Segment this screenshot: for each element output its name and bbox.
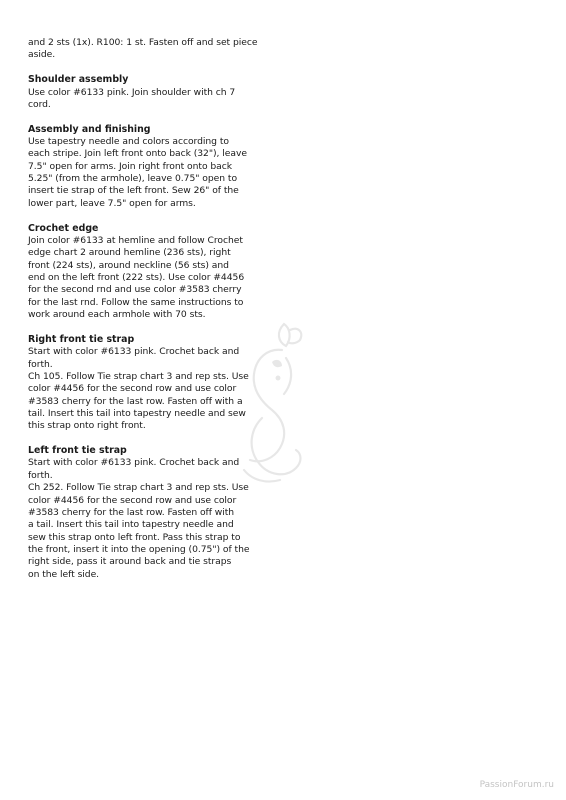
section-crochet-edge [28, 223, 268, 322]
paragraph-line: insert tie strap of the left front. Sew 26" of the [28, 185, 239, 197]
intro-paragraph [28, 37, 268, 62]
section-heading: Right front tie strap [28, 333, 135, 345]
paragraph-line: 7.5" open for arms. Join right front onto back [28, 160, 233, 172]
paragraph-line: Ch 252. Follow Tie strap chart 3 and rep sts. Use [28, 482, 249, 494]
paragraph-line: Use tapestry needle and colors according to [28, 136, 229, 148]
paragraph-line: tail. Insert this tail into tapestry needle and sew [28, 407, 246, 419]
section-heading: Crochet edge [28, 222, 99, 234]
paragraph-line: for the last rnd. Follow the same instructions to [28, 296, 244, 308]
paragraph-line: end on the left front (222 sts). Use color #4456 [28, 272, 245, 283]
paragraph-line: cord. [28, 98, 51, 110]
watermark-site-label: PassionForum.ru [479, 780, 554, 790]
paragraph-line: forth. [28, 358, 53, 370]
intro-line: aside. [28, 49, 56, 61]
paragraph-line: Ch 105. Follow Tie strap chart 3 and rep sts. Use [28, 370, 249, 382]
document-body [28, 37, 268, 581]
paragraph-line: 5.25" (from the armhole), leave 0.75" open to [28, 173, 238, 185]
paragraph-line: each stripe. Join left front onto back (32"), leave [28, 148, 247, 160]
paragraph-line: work around each armhole with 70 sts. [28, 309, 206, 321]
paragraph-line: edge chart 2 around hemline (236 sts), right [28, 247, 231, 259]
paragraph-line: Join color #6133 at hemline and follow Crochet [28, 234, 243, 246]
paragraph-line: sew this strap onto left front. Pass this strap to [28, 531, 241, 543]
section-heading: Left front tie strap [28, 445, 127, 457]
paragraph-line: the front, insert it into the opening (0.75") of the [28, 543, 250, 555]
paragraph-line: #3583 cherry for the last row. Fasten off with [28, 506, 235, 518]
paragraph-line: this strap onto right front. [28, 420, 146, 432]
paragraph-line: #3583 cherry for the last row. Fasten off with a [28, 395, 243, 407]
paragraph-line: right side, pass it around back and tie straps [28, 556, 232, 568]
section-paragraph [28, 136, 268, 210]
section-heading: Assembly and finishing [28, 123, 151, 135]
butterfly-woman-watermark-icon [232, 318, 312, 490]
paragraph-line: Start with color #6133 pink. Crochet back and [28, 457, 240, 469]
paragraph-line: Start with color #6133 pink. Crochet back and [28, 346, 240, 358]
paragraph-line: Use color #6133 pink. Join shoulder with ch 7 [28, 86, 236, 98]
section-paragraph [28, 87, 268, 112]
paragraph-line: a tail. Insert this tail into tapestry needle and [28, 519, 234, 531]
section-heading: Shoulder assembly [28, 74, 129, 86]
paragraph-line: for the second rnd and use color #3583 cherry [28, 284, 242, 296]
section-shoulder-assembly [28, 74, 268, 111]
section-assembly-finishing [28, 124, 268, 210]
intro-line: and 2 sts (1x). R100: 1 st. Fasten off and set piece [28, 37, 258, 48]
paragraph-line: forth. [28, 469, 53, 481]
paragraph-line: color #4456 for the second row and use color [28, 494, 237, 506]
paragraph-line: color #4456 for the second row and use color [28, 383, 237, 395]
paragraph-line: lower part, leave 7.5" open for arms. [28, 197, 196, 209]
paragraph-line: front (224 sts), around neckline (56 sts) and [28, 259, 229, 271]
paragraph-line: on the left side. [28, 568, 100, 580]
section-paragraph [28, 235, 268, 321]
